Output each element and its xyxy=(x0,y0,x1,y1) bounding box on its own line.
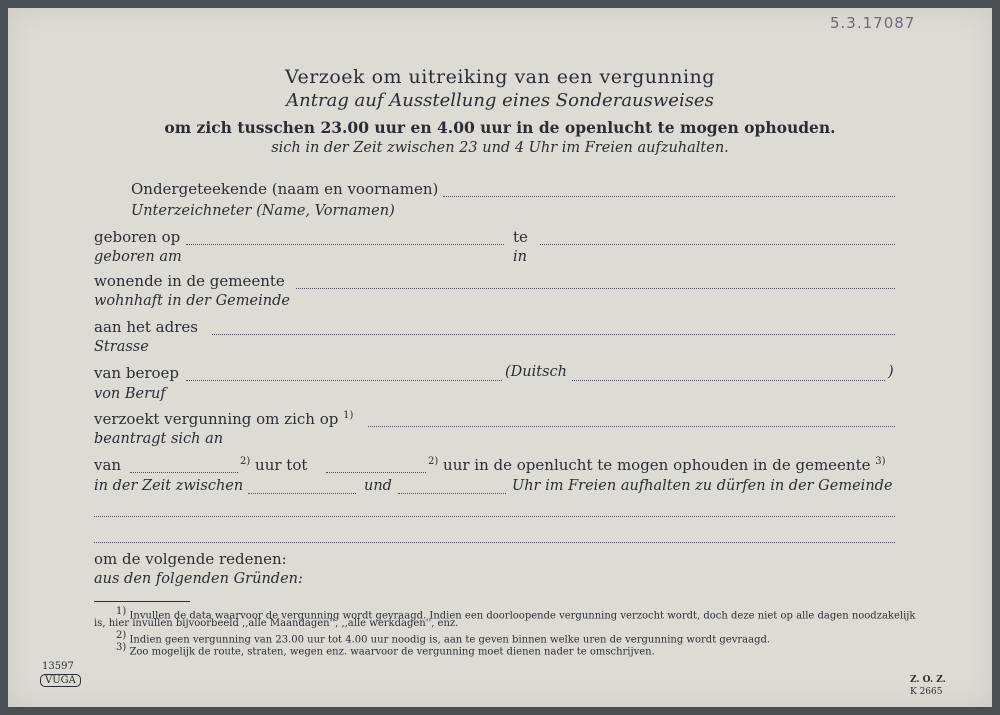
request-label-german: beantragt sich an xyxy=(94,431,224,447)
address-label-german: Strasse xyxy=(94,339,149,355)
address-field[interactable] xyxy=(212,334,895,335)
subtitle-german: sich in der Zeit zwischen 23 und 4 Uhr im Freien aufzuhalten. xyxy=(271,140,729,156)
until-label: $^{2)}$ uur tot xyxy=(240,456,308,474)
profession-label: van beroep xyxy=(94,364,180,382)
birthdate-label: geboren op xyxy=(94,228,181,246)
footnote-2: $^{2)}$ Indien geen vergunning van 23.00 uur tot 4.00 uur noodig is, aan te geven binnen welke uren de vergunning wordt gevraagd. xyxy=(116,630,771,646)
request-dates-field[interactable] xyxy=(368,426,895,427)
footnote-3: $^{3)}$ Zoo mogelijk de route, straten, wegen enz. waarvoor de vergunning moet dienen nader te omschrijven. xyxy=(116,642,655,658)
form-code: K 2665 xyxy=(910,687,943,697)
stay-label-german: Uhr im Freien aufhalten zu dürfen in der Gemeinde xyxy=(512,478,893,494)
title-german: Antrag auf Ausstellung eines Sonderausweises xyxy=(286,90,714,111)
profession-label-german: von Beruf xyxy=(94,386,166,402)
until-time-field[interactable] xyxy=(326,472,426,473)
profession-german-close: ) xyxy=(888,364,894,380)
turn-over-mark: Z. O. Z. xyxy=(910,675,946,685)
name-field[interactable] xyxy=(443,196,895,197)
birthdate-label-german: geboren am xyxy=(94,249,182,265)
archive-handwritten-mark: 5.3.17087 xyxy=(830,14,916,32)
and-german-dots xyxy=(398,493,506,494)
name-label-german: Unterzeichneter (Name, Vornamen) xyxy=(131,203,395,219)
municipality-label-german: wohnhaft in der Gemeinde xyxy=(94,293,290,309)
profession-german-label: (Duitsch xyxy=(505,364,567,380)
birthplace-label-german: in xyxy=(513,249,527,265)
birthplace-field[interactable] xyxy=(540,244,895,245)
municipality-label: wonende in de gemeente xyxy=(94,272,285,290)
title-dutch: Verzoek om uitreiking van een vergunning xyxy=(285,66,715,88)
municipality-field[interactable] xyxy=(296,288,895,289)
birthplace-label: te xyxy=(513,228,528,246)
footnote-1: $^{1)}$ Invullen de data waarvoor de vergunning wordt gevraagd. Indien een doorloopende vergunning verzocht wordt, doch deze niet op alle dagen noodzakelijk xyxy=(116,606,916,622)
stay-label: $^{2)}$ uur in de openlucht te mogen ophouden in de gemeente $^{3)}$ xyxy=(428,456,886,474)
municipality-route-field-1[interactable] xyxy=(94,516,895,517)
and-label-german: und xyxy=(364,478,392,494)
profession-german-field[interactable] xyxy=(572,380,885,381)
from-label: van xyxy=(94,456,122,474)
printer-stamp: VUGA xyxy=(40,674,81,687)
footnote-rule xyxy=(94,601,190,602)
from-label-german: in der Zeit zwischen xyxy=(94,478,244,494)
name-label: Ondergeteekende (naam en voornamen) xyxy=(131,180,439,198)
reasons-label-german: aus den folgenden Gründen: xyxy=(94,571,303,587)
request-label: verzoekt vergunning om zich op $^{1)}$ xyxy=(94,410,354,428)
footnote-1-continued: is, hier invullen bijvoorbeeld ,,alle Maandagen'', ,,alle werkdagen'', enz. xyxy=(94,618,459,629)
print-number: 13597 xyxy=(42,661,74,672)
reasons-label: om de volgende redenen: xyxy=(94,550,287,568)
birthdate-field[interactable] xyxy=(186,244,504,245)
address-label: aan het adres xyxy=(94,318,198,336)
from-time-field[interactable] xyxy=(130,472,238,473)
form-card xyxy=(8,8,992,707)
profession-field[interactable] xyxy=(186,380,502,381)
from-german-dots xyxy=(248,493,356,494)
subtitle-dutch: om zich tusschen 23.00 uur en 4.00 uur in de openlucht te mogen ophouden. xyxy=(164,118,836,137)
municipality-route-field-2[interactable] xyxy=(94,542,895,543)
